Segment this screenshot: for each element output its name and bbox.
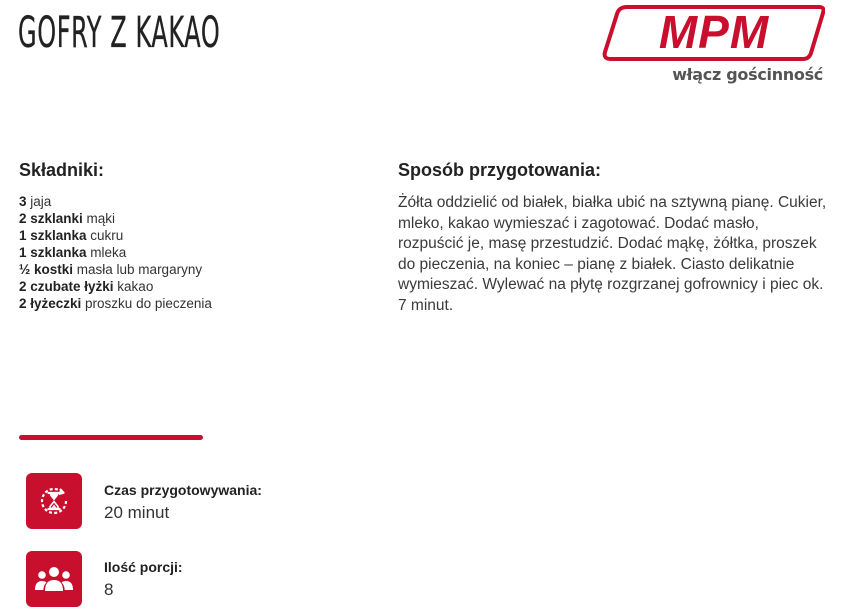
- ingredient-item: [19, 278, 212, 295]
- brand-tagline: włącz gościnność: [672, 65, 823, 84]
- ingredient-item: [19, 227, 212, 244]
- hourglass-clock-icon: [26, 473, 82, 529]
- section-divider: [19, 435, 203, 440]
- ingredients-heading: Składniki:: [19, 160, 105, 180]
- ingredient-qty: ½ kostki: [19, 262, 74, 277]
- preparation-text: Żółta oddzielić od białek, białka ubić na sztywną pianę. Cukier, mleko, kakao wymieszać i zagotować. Dodać masło, rozpuścić je, masę przestudzić. Dodać mąkę, żółtka, proszek do pieczenia, na koniec – pianę z białek. Ciasto delikatnie wymieszać. Wylewać na płytę rozgrzanej gofrownicy i piec ok. 7 minut.: [398, 194, 827, 314]
- ingredient-name: mąki: [82, 211, 116, 226]
- ingredient-qty: 2 szklanki: [19, 211, 83, 226]
- ingredient-item: [19, 210, 212, 227]
- preparation-heading: Sposób przygotowania:: [398, 160, 602, 180]
- ingredient-name: mleka: [86, 245, 127, 260]
- ingredient-name: proszku do pieczenia: [81, 296, 212, 311]
- ingredient-qty: 1 szklanka: [19, 228, 87, 243]
- ingredient-qty: 2 łyżeczki: [19, 296, 82, 311]
- ingredient-item: [19, 261, 212, 278]
- ingredient-name: jaja: [26, 194, 52, 209]
- mpm-logo: [597, 5, 825, 61]
- ingredient-qty: 2 czubate łyżki: [19, 279, 114, 294]
- recipe-title: GOFRY Z KAKAO: [18, 8, 221, 58]
- logo-text: MPM: [658, 6, 770, 58]
- ingredient-item: [19, 244, 212, 261]
- ingredient-qty: 3: [19, 194, 27, 209]
- ingredient-name: cukru: [86, 228, 124, 243]
- ingredient-name: masła lub margaryny: [73, 262, 203, 277]
- servings-label: Ilość porcji:: [104, 559, 183, 575]
- ingredient-name: kakao: [113, 279, 154, 294]
- prep-time-label: Czas przygotowywania:: [104, 482, 262, 498]
- prep-time-value: 20 minut: [104, 503, 170, 522]
- ingredient-item: [19, 193, 212, 210]
- people-group-icon: [26, 551, 82, 607]
- ingredients-list: [19, 193, 212, 312]
- servings-value: 8: [104, 580, 114, 599]
- ingredient-qty: 1 szklanka: [19, 245, 87, 260]
- ingredient-item: [19, 295, 212, 312]
